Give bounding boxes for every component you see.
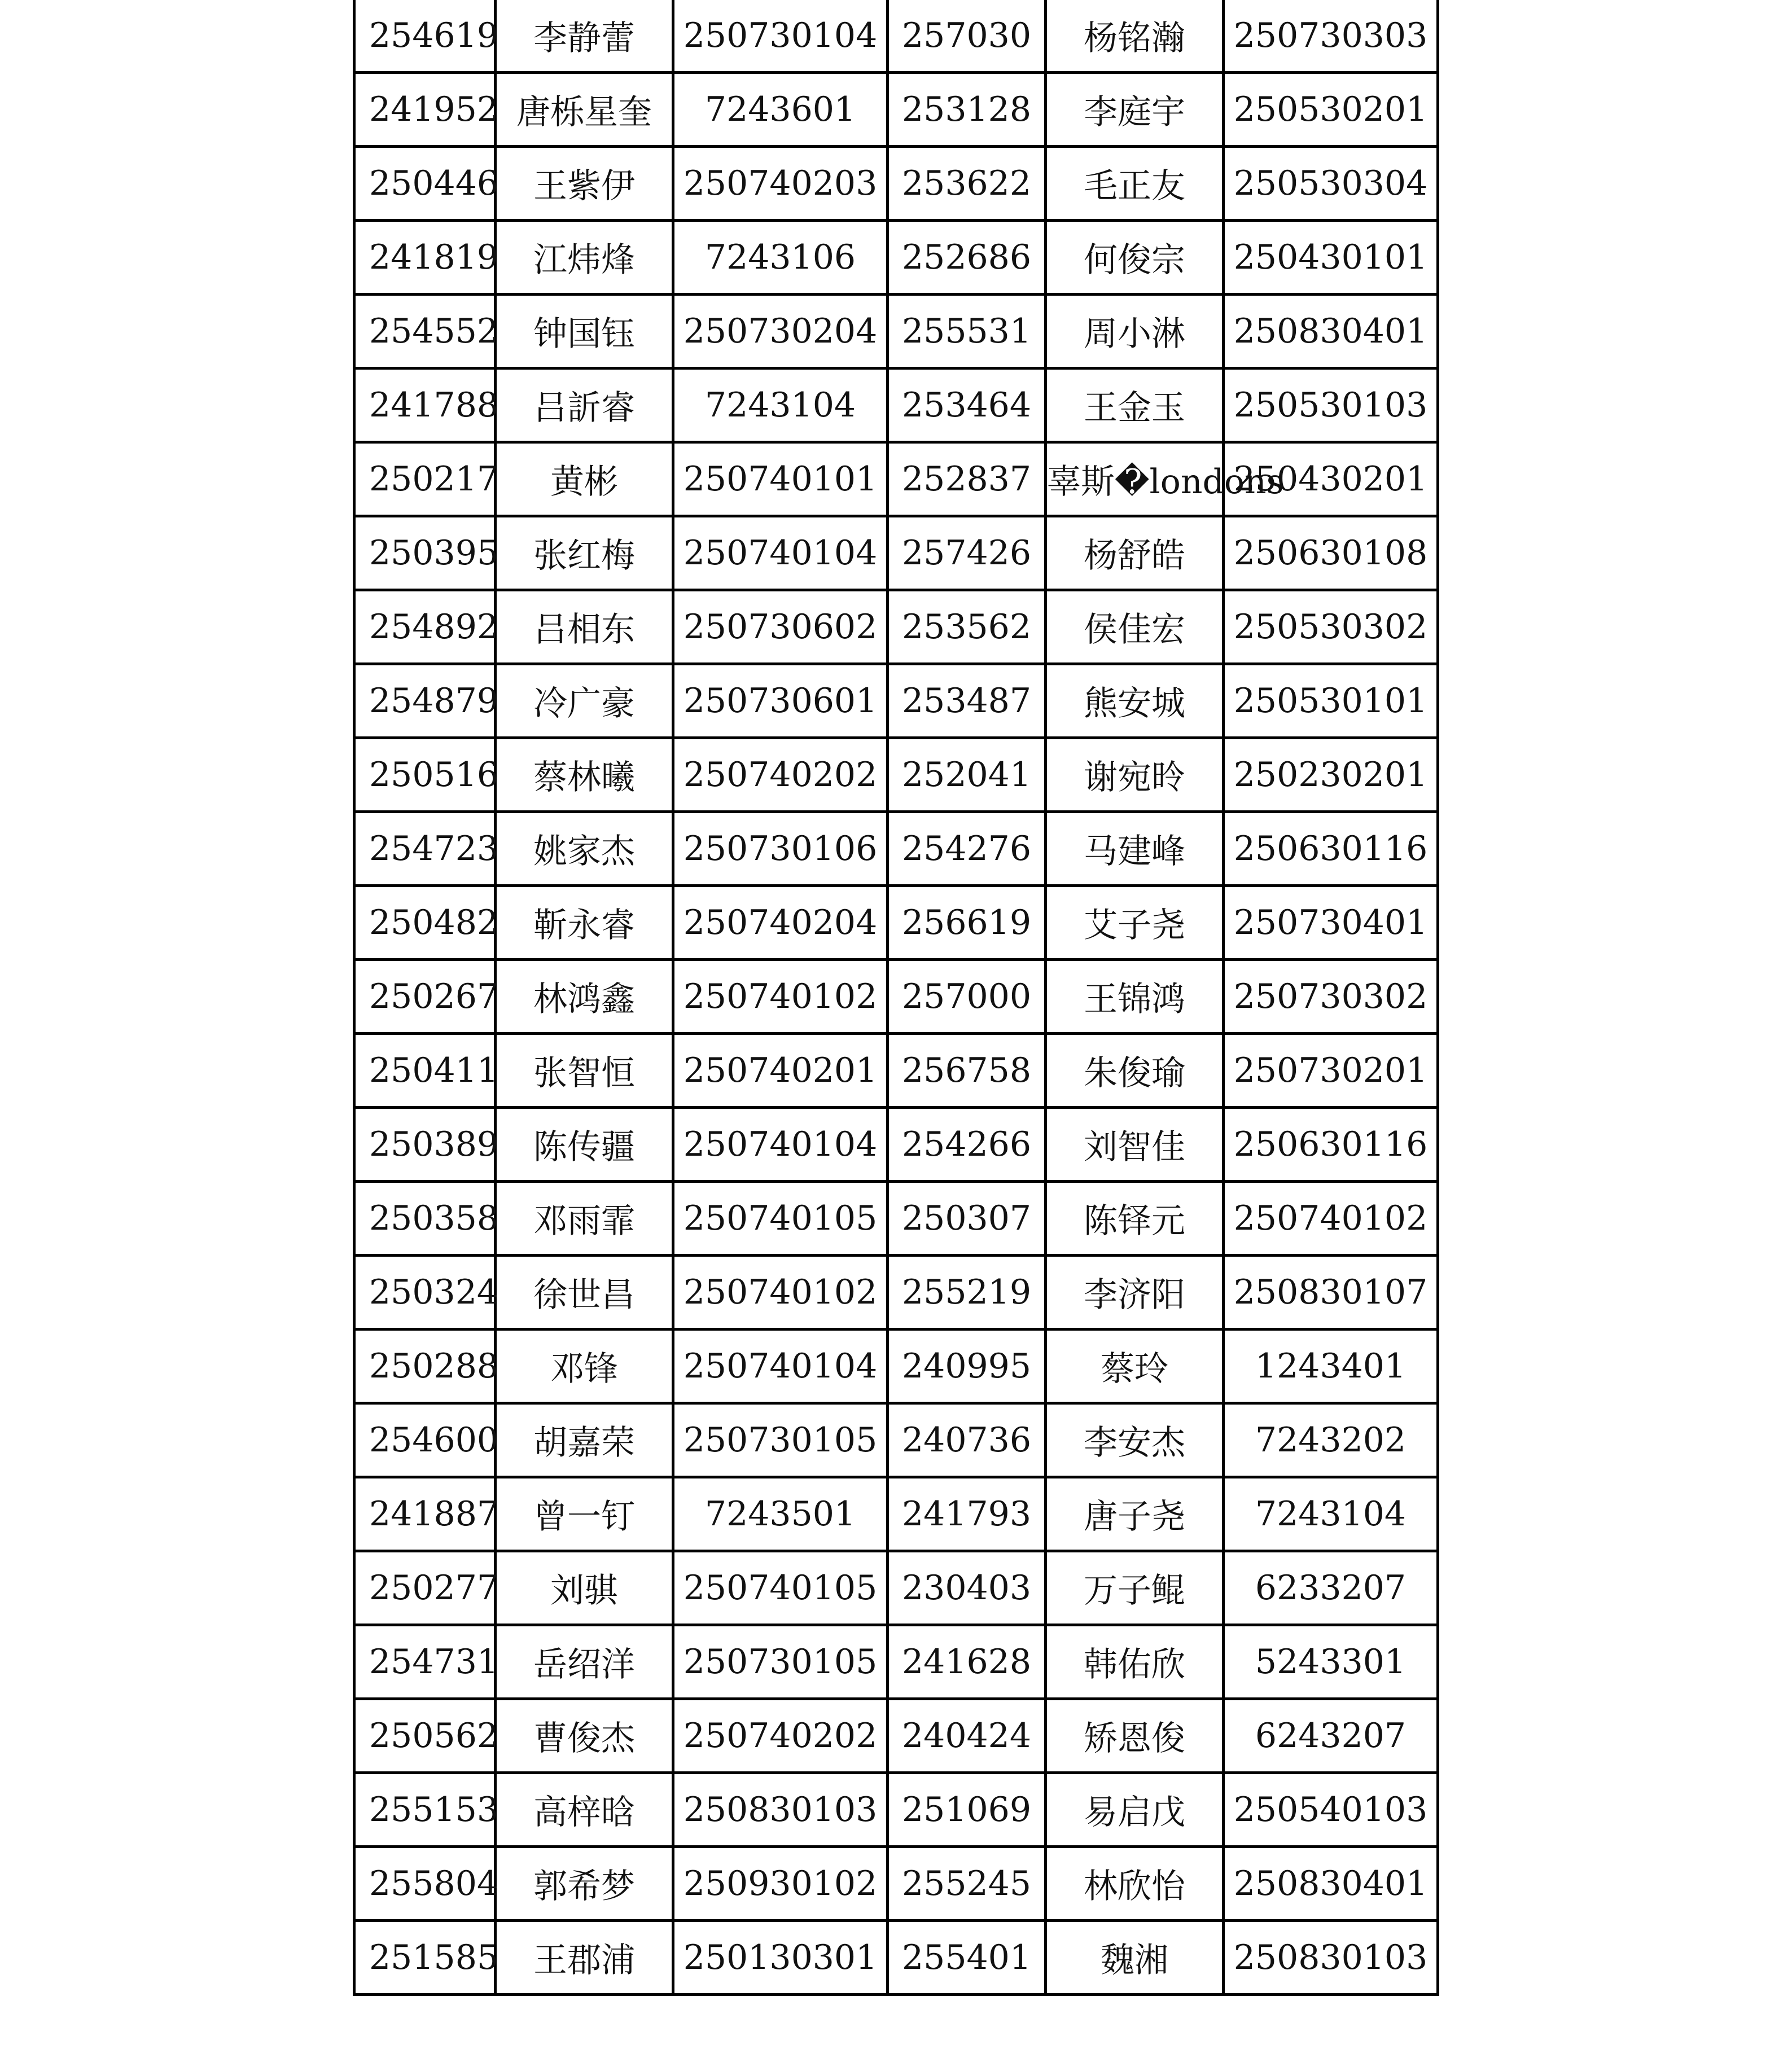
roster-table xyxy=(353,0,1439,1996)
class-code-cell: 250730601 xyxy=(673,664,888,738)
student-name-cell: 郭希梦 xyxy=(496,1847,673,1921)
table-row xyxy=(354,1403,1438,1477)
student-id-cell: 240736 xyxy=(888,1403,1046,1477)
class-code-cell: 250530101 xyxy=(1224,664,1438,738)
student-name-cell: 毛正友 xyxy=(1046,147,1224,221)
student-id-cell: 241819 xyxy=(354,221,496,295)
student-id-cell: 254619 xyxy=(354,0,496,73)
student-id-cell: 254892 xyxy=(354,590,496,664)
student-name-cell: 李庭宇 xyxy=(1046,73,1224,147)
student-id-cell: 254266 xyxy=(888,1108,1046,1182)
student-id-cell: 256619 xyxy=(888,886,1046,960)
class-code-cell: 250740104 xyxy=(673,516,888,590)
table-row xyxy=(354,1330,1438,1403)
student-id-cell: 252686 xyxy=(888,221,1046,295)
student-id-cell: 257030 xyxy=(888,0,1046,73)
student-name-cell: 侯佳宏 xyxy=(1046,590,1224,664)
student-id-cell: 255401 xyxy=(888,1921,1046,1995)
class-code-cell: 250230201 xyxy=(1224,738,1438,812)
student-name-cell: 艾子尧 xyxy=(1046,886,1224,960)
table-row xyxy=(354,147,1438,221)
student-id-cell: 250277 xyxy=(354,1551,496,1625)
class-code-cell: 7243106 xyxy=(673,221,888,295)
class-code-cell: 7243601 xyxy=(673,73,888,147)
student-id-cell: 257000 xyxy=(888,960,1046,1034)
student-id-cell: 241793 xyxy=(888,1477,1046,1551)
class-code-cell: 250530302 xyxy=(1224,590,1438,664)
table-row xyxy=(354,1551,1438,1625)
student-name-cell: 姚家杰 xyxy=(496,812,673,886)
table-row xyxy=(354,1847,1438,1921)
class-code-cell: 7243104 xyxy=(1224,1477,1438,1551)
student-name-cell: 刘智佳 xyxy=(1046,1108,1224,1182)
table-row xyxy=(354,73,1438,147)
student-id-cell: 255531 xyxy=(888,295,1046,368)
student-name-cell: 杨舒皓 xyxy=(1046,516,1224,590)
student-id-cell: 253622 xyxy=(888,147,1046,221)
student-name-cell: 朱俊瑜 xyxy=(1046,1034,1224,1108)
student-id-cell: 250324 xyxy=(354,1256,496,1330)
class-code-cell: 250730104 xyxy=(673,0,888,73)
student-name-cell: 王郡浦 xyxy=(496,1921,673,1995)
class-code-cell: 250740202 xyxy=(673,1699,888,1773)
table-row xyxy=(354,0,1438,73)
student-name-cell: 林鸿鑫 xyxy=(496,960,673,1034)
class-code-cell: 6233207 xyxy=(1224,1551,1438,1625)
student-id-cell: 241952 xyxy=(354,73,496,147)
class-code-cell: 1243401 xyxy=(1224,1330,1438,1403)
student-id-cell: 256758 xyxy=(888,1034,1046,1108)
table-row xyxy=(354,960,1438,1034)
student-name-cell: 李安杰 xyxy=(1046,1403,1224,1477)
class-code-cell: 7243501 xyxy=(673,1477,888,1551)
table-row xyxy=(354,1108,1438,1182)
student-id-cell: 250395 xyxy=(354,516,496,590)
student-id-cell: 250288 xyxy=(354,1330,496,1403)
table-row xyxy=(354,886,1438,960)
class-code-cell: 250730303 xyxy=(1224,0,1438,73)
student-name-cell: 辜斯�londons xyxy=(1046,442,1224,516)
class-code-cell: 250830103 xyxy=(673,1773,888,1847)
table-row xyxy=(354,590,1438,664)
student-name-cell: 王紫伊 xyxy=(496,147,673,221)
student-name-cell: 吕相东 xyxy=(496,590,673,664)
table-row xyxy=(354,738,1438,812)
student-id-cell: 257426 xyxy=(888,516,1046,590)
class-code-cell: 250730401 xyxy=(1224,886,1438,960)
student-id-cell: 255153 xyxy=(354,1773,496,1847)
student-id-cell: 250482 xyxy=(354,886,496,960)
table-row xyxy=(354,1477,1438,1551)
class-code-cell: 250740203 xyxy=(673,147,888,221)
student-id-cell: 251069 xyxy=(888,1773,1046,1847)
class-code-cell: 250730602 xyxy=(673,590,888,664)
class-code-cell: 250430201 xyxy=(1224,442,1438,516)
student-name-cell: 曾一钉 xyxy=(496,1477,673,1551)
student-name-cell: 刘骐 xyxy=(496,1551,673,1625)
student-name-cell: 岳绍洋 xyxy=(496,1625,673,1699)
class-code-cell: 250740202 xyxy=(673,738,888,812)
student-name-cell: 万子鲲 xyxy=(1046,1551,1224,1625)
class-code-cell: 7243202 xyxy=(1224,1403,1438,1477)
student-name-cell: 蔡玲 xyxy=(1046,1330,1224,1403)
table-row xyxy=(354,516,1438,590)
class-code-cell: 250740102 xyxy=(673,960,888,1034)
class-code-cell: 250130301 xyxy=(673,1921,888,1995)
student-id-cell: 253562 xyxy=(888,590,1046,664)
student-id-cell: 253128 xyxy=(888,73,1046,147)
student-id-cell: 252041 xyxy=(888,738,1046,812)
student-id-cell: 254731 xyxy=(354,1625,496,1699)
student-id-cell: 250307 xyxy=(888,1182,1046,1256)
class-code-cell: 250740102 xyxy=(1224,1182,1438,1256)
student-id-cell: 254723 xyxy=(354,812,496,886)
student-name-cell: 王金玉 xyxy=(1046,368,1224,442)
class-code-cell: 250740105 xyxy=(673,1551,888,1625)
class-code-cell: 250740105 xyxy=(673,1182,888,1256)
student-id-cell: 252837 xyxy=(888,442,1046,516)
student-name-cell: 吕訢睿 xyxy=(496,368,673,442)
class-code-cell: 250530304 xyxy=(1224,147,1438,221)
student-id-cell: 250389 xyxy=(354,1108,496,1182)
class-code-cell: 250740101 xyxy=(673,442,888,516)
student-name-cell: 唐子尧 xyxy=(1046,1477,1224,1551)
student-id-cell: 250217 xyxy=(354,442,496,516)
student-name-cell: 胡嘉荣 xyxy=(496,1403,673,1477)
student-name-cell: 熊安城 xyxy=(1046,664,1224,738)
student-name-cell: 张红梅 xyxy=(496,516,673,590)
class-code-cell: 250730106 xyxy=(673,812,888,886)
student-name-cell: 张智恒 xyxy=(496,1034,673,1108)
class-code-cell: 6243207 xyxy=(1224,1699,1438,1773)
class-code-cell: 250830107 xyxy=(1224,1256,1438,1330)
table-row xyxy=(354,368,1438,442)
class-code-cell: 250740104 xyxy=(673,1108,888,1182)
class-code-cell: 7243104 xyxy=(673,368,888,442)
table-row xyxy=(354,812,1438,886)
student-name-cell: 黄彬 xyxy=(496,442,673,516)
student-name-cell: 蔡林曦 xyxy=(496,738,673,812)
class-code-cell: 5243301 xyxy=(1224,1625,1438,1699)
table-row xyxy=(354,295,1438,368)
student-id-cell: 253487 xyxy=(888,664,1046,738)
student-name-cell: 高梓晗 xyxy=(496,1773,673,1847)
student-name-cell: 唐栎星奎 xyxy=(496,73,673,147)
student-name-cell: 易启戊 xyxy=(1046,1773,1224,1847)
class-code-cell: 250630116 xyxy=(1224,812,1438,886)
student-id-cell: 250516 xyxy=(354,738,496,812)
student-name-cell: 林欣怡 xyxy=(1046,1847,1224,1921)
class-code-cell: 250930102 xyxy=(673,1847,888,1921)
table-row xyxy=(354,221,1438,295)
student-name-cell: 李济阳 xyxy=(1046,1256,1224,1330)
student-name-cell: 钟国钰 xyxy=(496,295,673,368)
student-name-cell: 邓锋 xyxy=(496,1330,673,1403)
student-id-cell: 250267 xyxy=(354,960,496,1034)
student-id-cell: 241628 xyxy=(888,1625,1046,1699)
table-row xyxy=(354,664,1438,738)
student-id-cell: 254552 xyxy=(354,295,496,368)
student-id-cell: 240995 xyxy=(888,1330,1046,1403)
table-row xyxy=(354,1625,1438,1699)
student-id-cell: 255219 xyxy=(888,1256,1046,1330)
class-code-cell: 250530103 xyxy=(1224,368,1438,442)
student-name-cell: 江炜烽 xyxy=(496,221,673,295)
student-id-cell: 240424 xyxy=(888,1699,1046,1773)
table-row xyxy=(354,442,1438,516)
table-row xyxy=(354,1921,1438,1995)
table-row xyxy=(354,1699,1438,1773)
roster-table-body xyxy=(354,0,1438,1995)
student-name-cell: 杨铭瀚 xyxy=(1046,0,1224,73)
class-code-cell: 250830401 xyxy=(1224,295,1438,368)
student-id-cell: 250562 xyxy=(354,1699,496,1773)
class-code-cell: 250730105 xyxy=(673,1403,888,1477)
table-row xyxy=(354,1773,1438,1847)
table-row xyxy=(354,1182,1438,1256)
class-code-cell: 250730204 xyxy=(673,295,888,368)
student-id-cell: 230403 xyxy=(888,1551,1046,1625)
class-code-cell: 250740102 xyxy=(673,1256,888,1330)
student-name-cell: 马建峰 xyxy=(1046,812,1224,886)
table-row xyxy=(354,1256,1438,1330)
student-id-cell: 254600 xyxy=(354,1403,496,1477)
student-name-cell: 邓雨霏 xyxy=(496,1182,673,1256)
student-id-cell: 251585 xyxy=(354,1921,496,1995)
student-name-cell: 靳永睿 xyxy=(496,886,673,960)
student-id-cell: 241887 xyxy=(354,1477,496,1551)
student-name-cell: 矫恩俊 xyxy=(1046,1699,1224,1773)
class-code-cell: 250530201 xyxy=(1224,73,1438,147)
student-name-cell: 魏湘 xyxy=(1046,1921,1224,1995)
class-code-cell: 250830103 xyxy=(1224,1921,1438,1995)
class-code-cell: 250830401 xyxy=(1224,1847,1438,1921)
student-id-cell: 250411 xyxy=(354,1034,496,1108)
class-code-cell: 250740104 xyxy=(673,1330,888,1403)
student-name-cell: 陈铎元 xyxy=(1046,1182,1224,1256)
student-name-cell: 曹俊杰 xyxy=(496,1699,673,1773)
class-code-cell: 250740204 xyxy=(673,886,888,960)
class-code-cell: 250730302 xyxy=(1224,960,1438,1034)
class-code-cell: 250540103 xyxy=(1224,1773,1438,1847)
class-code-cell: 250730201 xyxy=(1224,1034,1438,1108)
student-name-cell: 陈传疆 xyxy=(496,1108,673,1182)
student-id-cell: 241788 xyxy=(354,368,496,442)
student-id-cell: 250358 xyxy=(354,1182,496,1256)
student-name-cell: 李静蕾 xyxy=(496,0,673,73)
class-code-cell: 250630108 xyxy=(1224,516,1438,590)
student-name-cell: 王锦鸿 xyxy=(1046,960,1224,1034)
student-name-cell: 徐世昌 xyxy=(496,1256,673,1330)
class-code-cell: 250430101 xyxy=(1224,221,1438,295)
class-code-cell: 250730105 xyxy=(673,1625,888,1699)
student-id-cell: 250446 xyxy=(354,147,496,221)
student-id-cell: 254276 xyxy=(888,812,1046,886)
student-id-cell: 254879 xyxy=(354,664,496,738)
student-name-cell: 何俊宗 xyxy=(1046,221,1224,295)
student-id-cell: 255245 xyxy=(888,1847,1046,1921)
student-name-cell: 冷广豪 xyxy=(496,664,673,738)
roster-sheet xyxy=(353,0,1436,1996)
class-code-cell: 250740201 xyxy=(673,1034,888,1108)
student-id-cell: 255804 xyxy=(354,1847,496,1921)
class-code-cell: 250630116 xyxy=(1224,1108,1438,1182)
student-name-cell: 韩佑欣 xyxy=(1046,1625,1224,1699)
student-name-cell: 谢宛昤 xyxy=(1046,738,1224,812)
table-row xyxy=(354,1034,1438,1108)
student-name-cell: 周小淋 xyxy=(1046,295,1224,368)
student-id-cell: 253464 xyxy=(888,368,1046,442)
